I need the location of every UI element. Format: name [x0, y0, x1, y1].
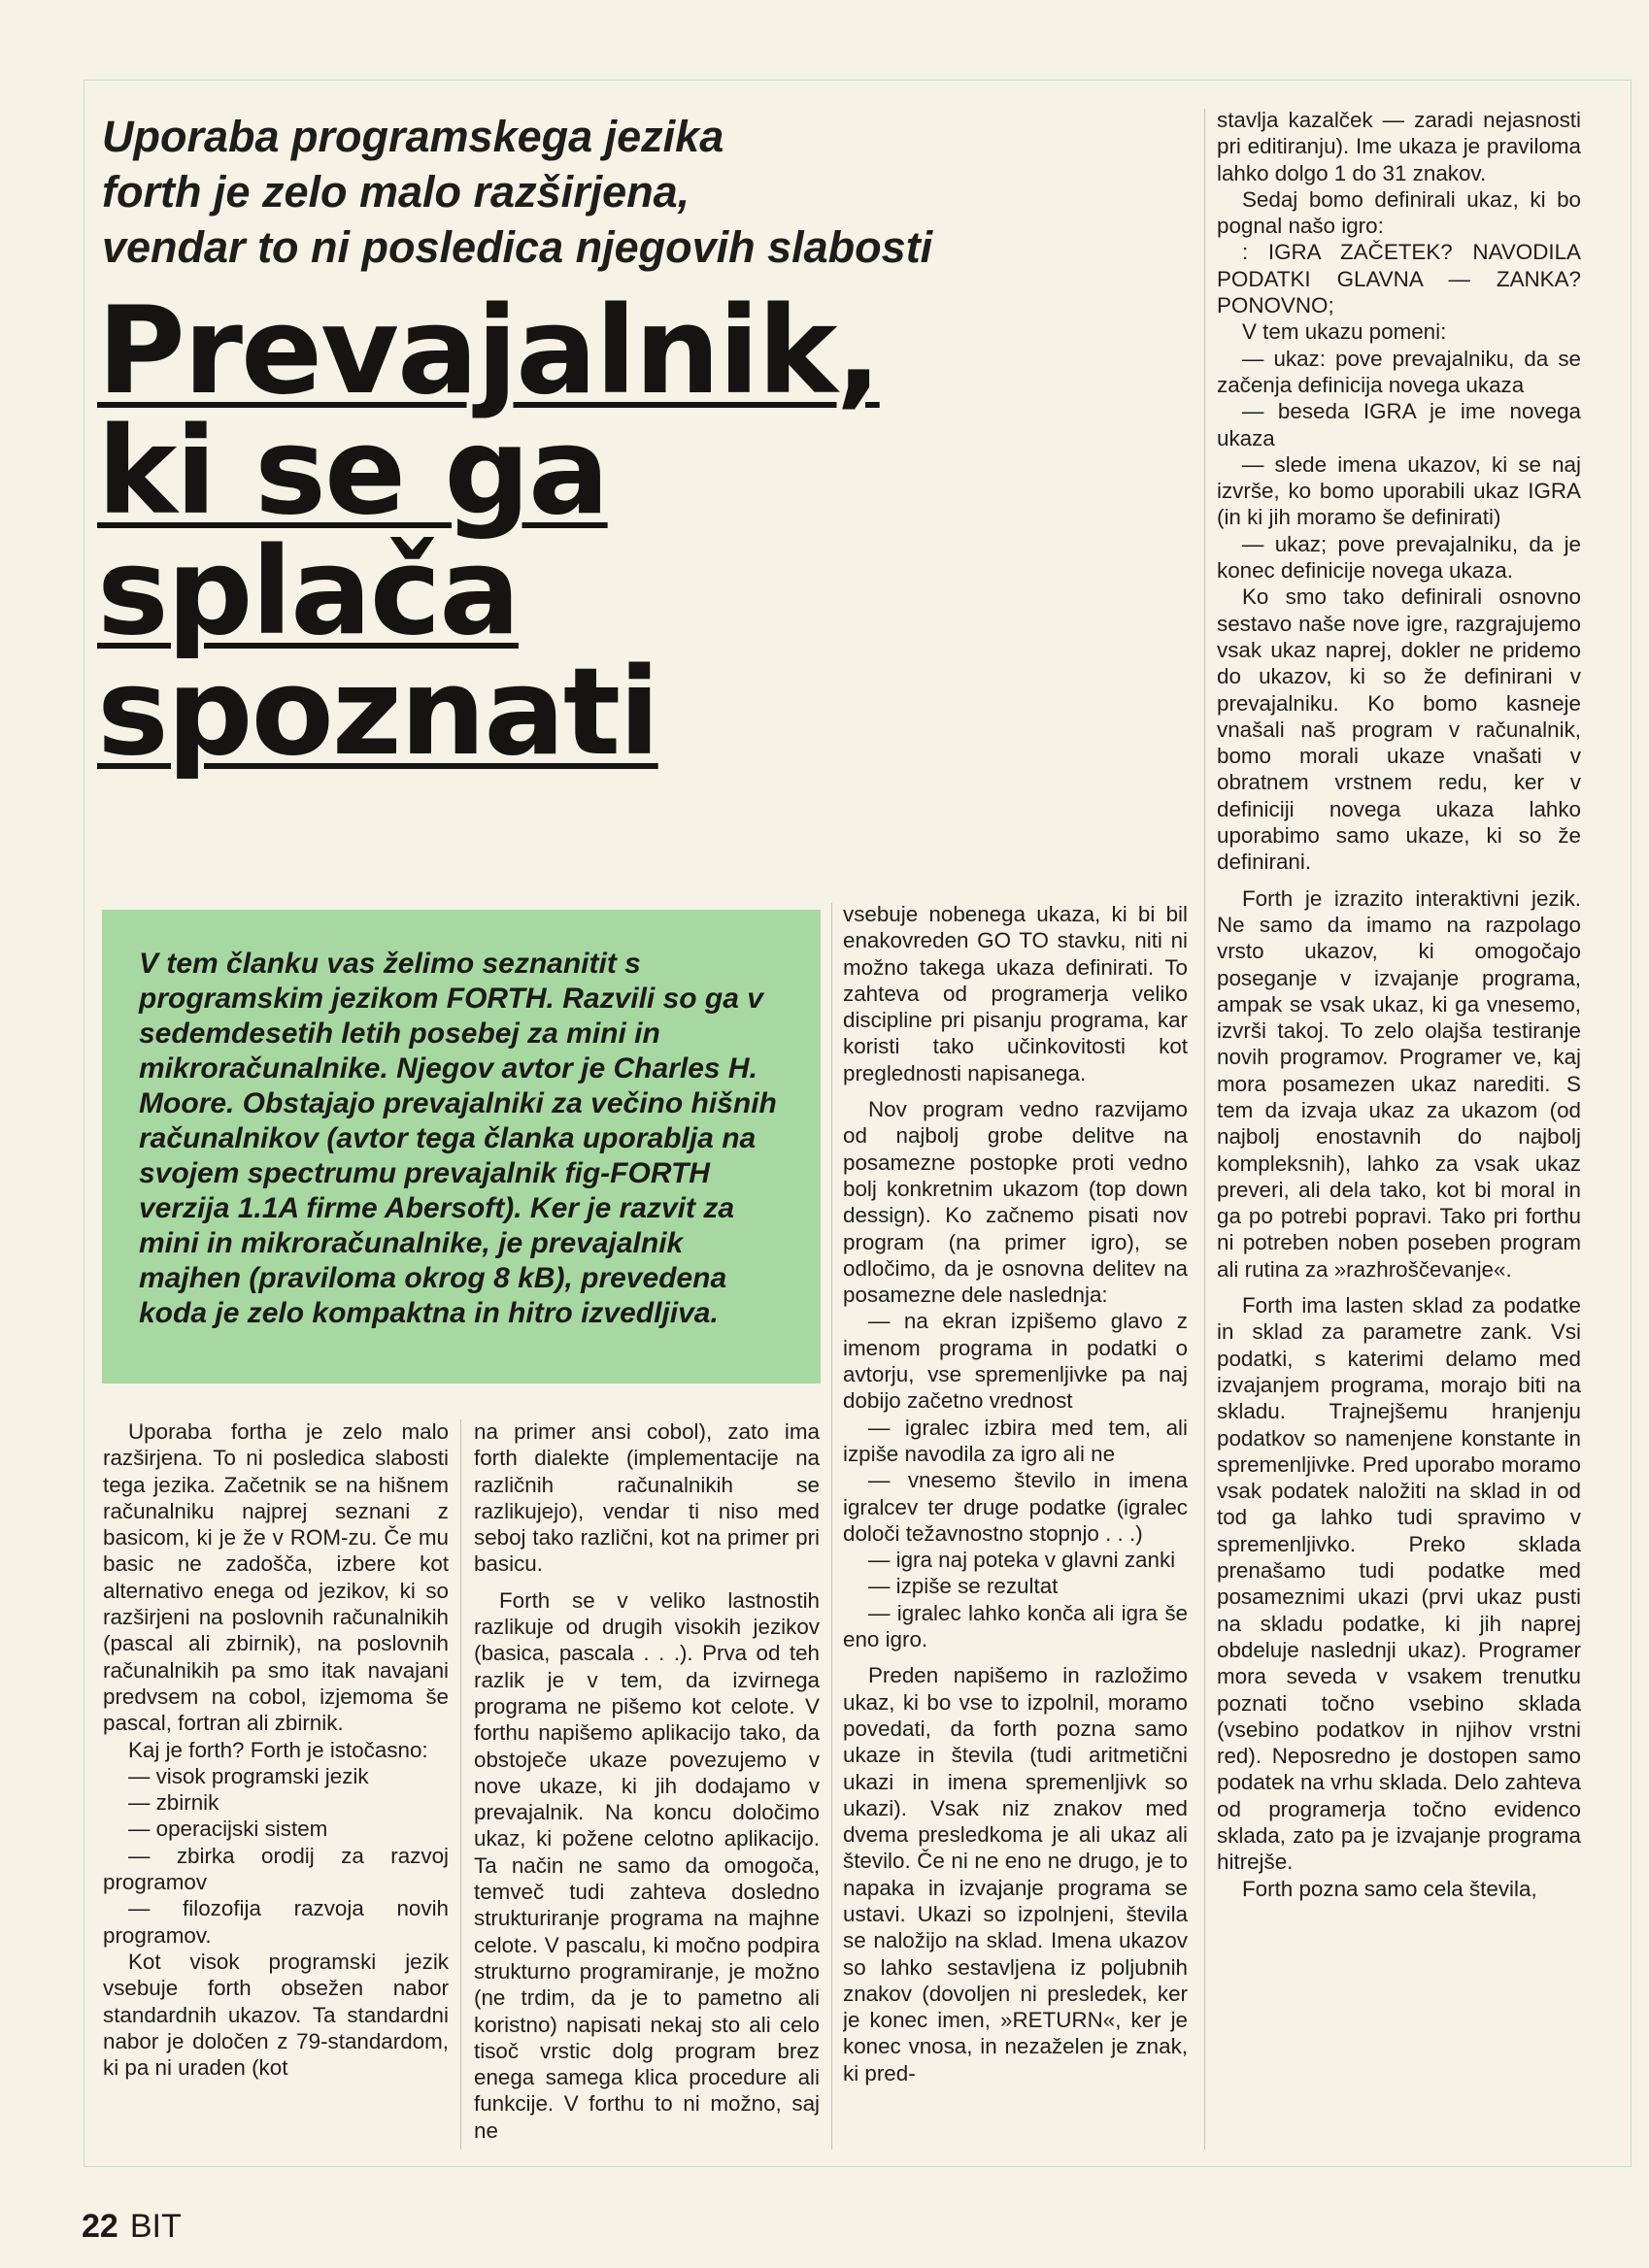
text-column-3	[843, 901, 1188, 2158]
text-column-1	[103, 1418, 449, 2156]
paragraph: V tem ukazu pomeni:	[1242, 319, 1447, 345]
list-item: — beseda IGRA je ime novega ukaza	[1217, 399, 1581, 450]
title-line: splača	[97, 522, 519, 662]
title-line: ki se ga	[97, 402, 608, 542]
list-item: — zbirnik	[128, 1790, 219, 1816]
paragraph: Preden napišemo in razložimo ukaz, ki bo vse to izpolnil, moramo povedati, da forth pozna samo ukaze in števila (tudi aritmetični ukazi in imena spremenljivk so ukazi). Vsak niz znakov med dvema presledkoma je ali ukaz ali število. Če ni ne eno ne drugo, je to napaka in izvajanje programa se ustavi. Ukazi so izpolnjeni, števila se naložijo na sklad. Imena ukazov so lahko sestavljena iz poljubnih znakov (dovoljen ni presledek, ker je konec imen, »RETURN«, ker je konec vnosa, in nezaželen je znak, ki pred-	[843, 1663, 1188, 2085]
list-item: — visok programski jezik	[128, 1763, 369, 1788]
code-line: : IGRA ZAČETEK? NAVODILA PODATKI GLAVNA — ZANKA? PONOVNO;	[1217, 240, 1581, 318]
magazine-name: BIT	[129, 2208, 182, 2245]
article-title	[97, 282, 1214, 783]
paragraph: na primer ansi cobol), zato ima forth dialekte (implementacije na različnih računalnikih se razlikujejo), vendar ti niso med seboj tako različni, kot na primer pri basicu.	[474, 1419, 820, 1577]
list-item: — zbirka orodij za razvoj programov	[103, 1843, 449, 1895]
list-item: — operacijski sistem	[128, 1817, 328, 1842]
paragraph: vsebuje nobenega ukaza, ki bi bil enakovreden GO TO stavku, niti ni možno takega ukaza definirati. To zahteva od programerja veliko discipline pri pisanju programa, kar koristi tako učinkovitosti kot preglednosti napisanega.	[843, 902, 1188, 1085]
list-item: — igralec lahko konča ali igra še eno igro.	[843, 1600, 1188, 1652]
list-item: — filozofija razvoja novih programov.	[103, 1896, 449, 1948]
paragraph: stavlja kazalček — zaradi nejasnosti pri editiranju). Ime ukaza je praviloma lahko dolgo 1 do 31 znakov.	[1217, 108, 1581, 185]
paragraph: Uporaba fortha je zelo malo razširjena. To ni posledica slabosti tega jezika. Začetnik se na hišnem računalniku najprej seznani z basicom, ki je že v ROM-zu. Če mu basic ne zadošča, izbere kot alternativo enega od jezikov, ki so razširjeni na poslovnih računalnikih (pascal ali zbirnik), na poslovnih računalnikih pa smo itak navajani predvsem na cobol, izjemoma še pascal, fortran ali zbirnik.	[103, 1419, 449, 1736]
paragraph: Forth ima lasten sklad za podatke in sklad za parametre zank. Vsi podatki, s katerimi delamo med izvajanjem programa, morajo biti na skladu. Trajnejšemu hranjenju podatkov so namenjene konstante in spremenljivke. Pred uporabo moramo vsak podatek naložiti na sklad in od tod ga lahko tudi spravimo v spremenljivko. Preko sklada prenašamo tudi podatke med posameznimi ukazi (prvi ukaz pusti na skladu podatke, ki jih naprej obdeluje naslednji ukaz). Programer mora seveda v vsakem trenutku poznati točno vsebino sklada (vsebino podatkov in njihov vrstni red). Neposredno je dostopen samo podatek na vrhu sklada. Delo zahteva od programerja točno evidenco sklada, zato pa je izvajanje programa hitrejše.	[1217, 1293, 1581, 1875]
paragraph: Ko smo tako definirali osnovno sestavo naše nove igre, razgrajujemo vsak ukaz naprej, dokler ne pridemo do ukazov, ki so že definirani v prevajalniku. Ko bomo kasneje vnašali naš program v računalnik, bomo morali ukaze vnašati v obratnem vrstnem redu, ker v definiciji novega ukaza lahko uporabimo samo ukaze, ki so že definirani.	[1217, 584, 1581, 875]
paragraph: Kot visok programski jezik vsebuje forth obsežen nabor standardnih ukazov. Ta standardni nabor je določen z 79-standardom, ki pa ni uraden (kot	[103, 1949, 449, 2081]
paragraph: Forth pozna samo cela števila,	[1242, 1876, 1537, 1901]
page-number: 22	[82, 2208, 118, 2245]
list-item: — igralec izbira med tem, ali izpiše navodila za igro ali ne	[843, 1415, 1188, 1466]
title-line: Prevajalnik,	[97, 282, 880, 421]
list-item: — igra naj poteka v glavni zanki	[868, 1548, 1176, 1573]
paragraph: Sedaj bomo definirali ukaz, ki bo pognal našo igro:	[1217, 186, 1581, 239]
page-footer	[82, 2207, 182, 2246]
title-line: spoznati	[97, 643, 658, 783]
column-rule	[460, 1419, 461, 2150]
paragraph: Forth se v veliko lastnostih razlikuje od drugih visokih jezikov (basica, pascala . . .). Prva od teh razlik je v tem, da izvirnega programa ne pišemo kot celote. V forthu napišemo aplikacijo tako, da obstoječe ukaze povezujemo v nove ukaze, ki jih dodajamo v prevajalnik. Na koncu določimo ukaz, ki požene celotno aplikacijo. Ta način ne samo da omogoča, temveč tudi zahteva dosledno strukturiranje programa na majhne celote. V pascalu, ki močno podpira strukturno programiranje, je možno (ne trdim, da je to pametno ali koristno) napisati nekaj sto ali celo tisoč vrstic dolg program brez enega samega klica procedure ali funkcije. V forthu to ni možno, saj ne	[474, 1587, 820, 2143]
paragraph: Kaj je forth? Forth je istočasno:	[128, 1737, 428, 1762]
list-item: — vnesemo število in imena igralcev ter druge podatke (igralec določi težavnostno stopnjo . . .)	[843, 1468, 1188, 1546]
article-subtitle	[102, 109, 1190, 275]
list-item: — izpiše se rezultat	[868, 1574, 1059, 1599]
list-item: — na ekran izpišemo glavo z imenom programa in podatki o avtorju, vse spremenljivke pa naj dobijo začetno vrednost	[843, 1309, 1188, 1414]
paragraph: Forth je izrazito interaktivni jezik. Ne samo da imamo na razpolago vrsto ukazov, ki omogočajo poseganje v izvajanje programa, ampak se vsak ukaz, ki ga vnesemo, izvrši takoj. To zelo olajša testiranje novih programov. Programer ve, kaj mora posamezen ukaz narediti. S tem da izvaja ukaz za ukazom (od najbolj enostavnih do najbolj kompleksnih), lahko za vsak ukaz preveri, ali dela tako, kot bi moral in ga po potrebi popravi. Tako pri forthu ni potreben noben poseben program ali rutina za »razhroščevanje«.	[1217, 885, 1581, 1282]
lead-paragraph: V tem članku vas želimo seznanitit s programskim jezikom FORTH. Razvili so ga v sedemdesetih letih posebej za mini in mikroračunalnike. Njegov avtor je Charles H. Moore. Obstajajo prevajalniki za večino hišnih računalnikov (avtor tega članka uporablja na svojem spectrumu prevajalnik fig-FORTH verzija 1.1A firme Abersoft). Ker je razvit za mini in mikroračunalnike, je prevajalnik majhen (praviloma okrog 8 kB), prevedena koda je zelo kompaktna in hitro izvedljiva.	[139, 948, 777, 1329]
list-item: — ukaz: pove prevajalniku, da se začenja definicija novega ukaza	[1217, 346, 1581, 397]
column-rule	[1204, 109, 1205, 2150]
subtitle-line: forth je zelo malo razširjena,	[102, 167, 690, 217]
subtitle-line: vendar to ni posledica njegovih slabosti	[102, 222, 933, 272]
text-column-2	[474, 1418, 820, 2156]
column-rule	[831, 903, 832, 2150]
list-item: — ukaz; pove prevajalniku, da je konec definicije novega ukaza.	[1217, 531, 1581, 584]
subtitle-line: Uporaba programskega jezika	[102, 112, 724, 161]
paragraph: Nov program vedno razvijamo od najbolj grobe delitve na posamezne postopke proti vedno bolj konkretnim ukazom (top down dessign). Ko začnemo pisati nov program (na primer igro), se odločimo, da je osnovna delitev na posamezne dele naslednja:	[843, 1097, 1188, 1308]
lead-box	[102, 910, 821, 1384]
list-item: — slede imena ukazov, ki se naj izvrše, ko bomo uporabili ukaz IGRA (in ki jih moramo še definirati)	[1217, 451, 1581, 530]
text-column-4	[1217, 107, 1581, 2159]
